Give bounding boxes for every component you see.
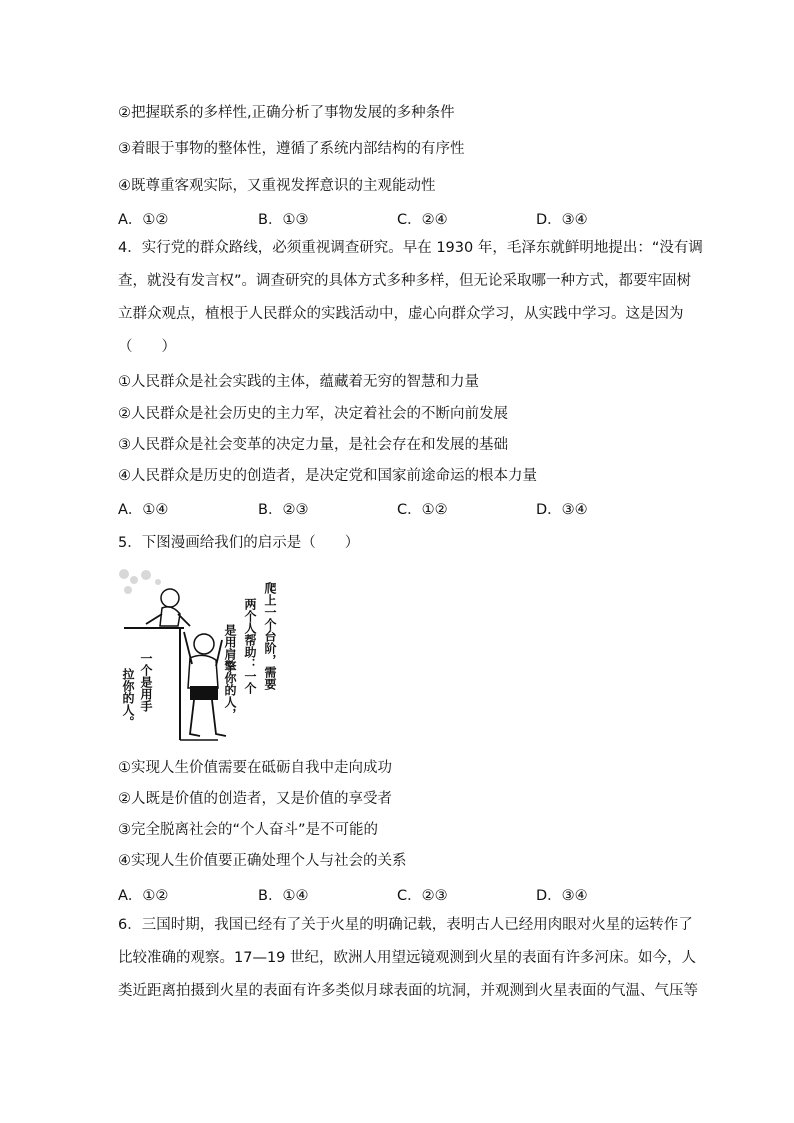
q3-option-b: B．①③ [258,212,309,228]
q4-answer-blank: （ ） [118,339,176,355]
q5-statement-3: ③完全脱离社会的“个人奋斗”是不可能的 [118,822,379,838]
q6-stem-line: 6．三国时期，我国已经有了关于火星的明确记载，表明古人已经用肉眼对火星的运转作了 [118,917,693,933]
q3-option-d: D．③④ [536,212,588,228]
q5-statement-1: ①实现人生价值需要在砥砺自我中走向成功 [118,760,392,776]
q3-options [118,208,678,228]
q3-statement-2: ②把握联系的多样性,正确分析了事物发展的多种条件 [118,105,455,121]
q5-option-a: A．①② [118,888,169,904]
q6-stem-line: 类近距离拍摄到火星的表面有许多类似月球表面的坑洞，并观测到火星表面的气温、气压等 [118,983,698,999]
cartoon-drawing [118,568,286,748]
q4-option-c: C．①② [397,502,448,518]
cartoon-caption-3: 是用肩擎你的人， [223,624,237,720]
q4-statement-4: ④人民群众是历史的创造者，是决定党和国家前途命运的根本力量 [118,468,537,484]
q5-option-b: B．①④ [258,888,309,904]
q3-option-a: A．①② [118,212,169,228]
q4-stem-line: 立群众观点，植根于人民群众的实践活动中，虚心向群众学习，从实践中学习。这是因为 [118,306,684,322]
cartoon-caption-1: 爬上一个台阶，需要 [263,582,277,690]
q5-options [118,884,678,904]
q5-statement-2: ②人既是价值的创造者，又是价值的享受者 [118,791,392,807]
cartoon-illustration [118,568,286,748]
q4-option-a: A．①④ [118,502,169,518]
q6-stem [118,909,698,1008]
q3-statement-3: ③着眼于事物的整体性，遵循了系统内部结构的有序性 [118,141,465,157]
q5-statement-4: ④实现人生价值要正确处理个人与社会的关系 [118,853,407,869]
q3-statement-4: ④既尊重客观实际，又重视发挥意识的主观能动性 [118,178,436,194]
q4-stem-line: 查，就没有发言权”。调查研究的具体方式多种多样，但无论采取哪一种方式，都要牢固树 [118,273,692,289]
cartoon-caption-2: 两个人帮助：一个 [243,598,257,694]
q5-option-c: C．②③ [397,888,448,904]
q4-option-d: D．③④ [536,502,588,518]
q4-statement-2: ②人民群众是社会历史的主力军，决定着社会的不断向前发展 [118,406,508,422]
q5-option-d: D．③④ [536,888,588,904]
q4-stem-line: 4．实行党的群众路线，必须重视调查研究。早在 1930 年，毛泽东就鲜明地提出：“没有调 [118,240,703,256]
q3-option-c: C．②④ [397,212,448,228]
q4-statement-3: ③人民群众是社会变革的决定力量，是社会存在和发展的基础 [118,437,508,453]
q4-option-b: B．②③ [258,502,309,518]
q6-stem-line: 比较准确的观察。17—19 世纪，欧洲人用望远镜观测到火星的表面有许多河床。如今，人 [118,950,697,966]
q4-options [118,498,678,518]
cartoon-caption-5: 拉你的人。 [121,668,135,728]
q5-stem: 5．下图漫画给我们的启示是（ ） [118,535,360,551]
q4-stem [118,232,703,364]
cartoon-caption-4: 一个是用手 [139,652,153,712]
q4-statement-1: ①人民群众是社会实践的主体，蕴藏着无穷的智慧和力量 [118,374,479,390]
